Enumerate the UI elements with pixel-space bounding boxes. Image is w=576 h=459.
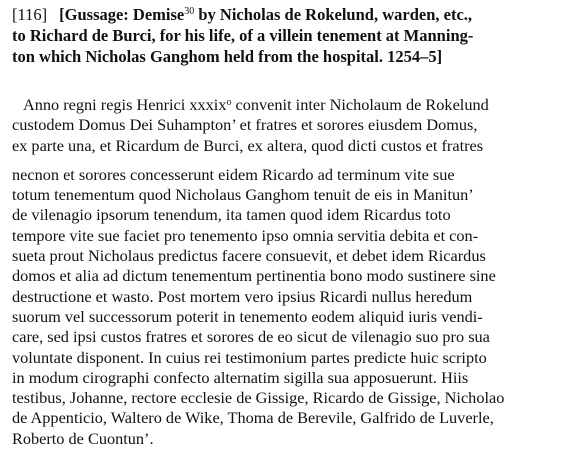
text-line: ex parte una, et Ricardum de Burci, ex altera, quod dicti custos et fratres [12, 135, 484, 155]
text-line: Roberto de Cuontun’. [12, 428, 154, 448]
text-line: tempore vite sue faciet pro tenemento ipso omnia servitia debita et con- [12, 225, 479, 245]
text-line: de vilenagio ipsorum tenendum, ita tamen quod idem Ricardus toto [12, 205, 451, 225]
text-line: sueta prout Nicholaus predictus facere consuevit, et debet idem Ricardus [12, 246, 486, 266]
heading-line: ton which Nicholas Ganghom held from the hospital. 1254–5] [12, 47, 443, 66]
text-segment: Anno regni regis Henrici xxxix [23, 95, 227, 114]
entry-heading [12, 4, 568, 67]
text-line: custodem Domus Dei Suhampton’ et fratres et sorores eiusdem Domus, [12, 115, 478, 135]
heading-line: to Richard de Burci, for his life, of a villein tenement at Manning- [12, 26, 474, 45]
text-line: suorum vel successorum poterit in tenemento eodem aliquid iuris vendi- [12, 306, 483, 326]
text-segment: convenit inter Nicholaum de Rokelund [231, 95, 489, 114]
superscript: o [226, 97, 232, 108]
text-line: destructione et wasto. Post mortem vero ipsius Ricardi nullus heredum [12, 286, 473, 306]
text-line [12, 95, 570, 115]
heading-text: by Nicholas de Rokelund, warden, etc., [194, 5, 473, 24]
text-line: totum tenementum quod Nicholaus Ganghom tenuit de eis in Manitun’ [12, 185, 474, 205]
heading-text: [Gussage: Demise [59, 5, 185, 24]
text-line: in modum cirographi confecto alternatim sigilla sua apposuerunt. Hiis [12, 367, 469, 387]
text-line: necnon et sorores concesserunt eidem Ricardo ad terminum vite sue [12, 164, 455, 184]
text-line: voluntate disponent. In cuius rei testimonium partes predicte huic scripto [12, 347, 487, 367]
entry-number: [116] [12, 5, 48, 24]
text-line: testibus, Johanne, rectore ecclesie de Gissige, Ricardo de Gissige, Nicholao [12, 388, 505, 408]
text-line: domos et alia ad dictum tenementum pertinentia bono modo sustinere sine [12, 266, 496, 286]
text-line: de Appenticio, Waltero de Wike, Thoma de Berevile, Galfrido de Luverle, [12, 408, 494, 428]
text-line: care, sed ipsi custos fratres et sorores de eo sicut de vilenagio suo pro sua [12, 327, 490, 347]
heading-line [12, 4, 568, 25]
footnote-marker: 30 [184, 6, 195, 17]
document-body [12, 95, 570, 449]
